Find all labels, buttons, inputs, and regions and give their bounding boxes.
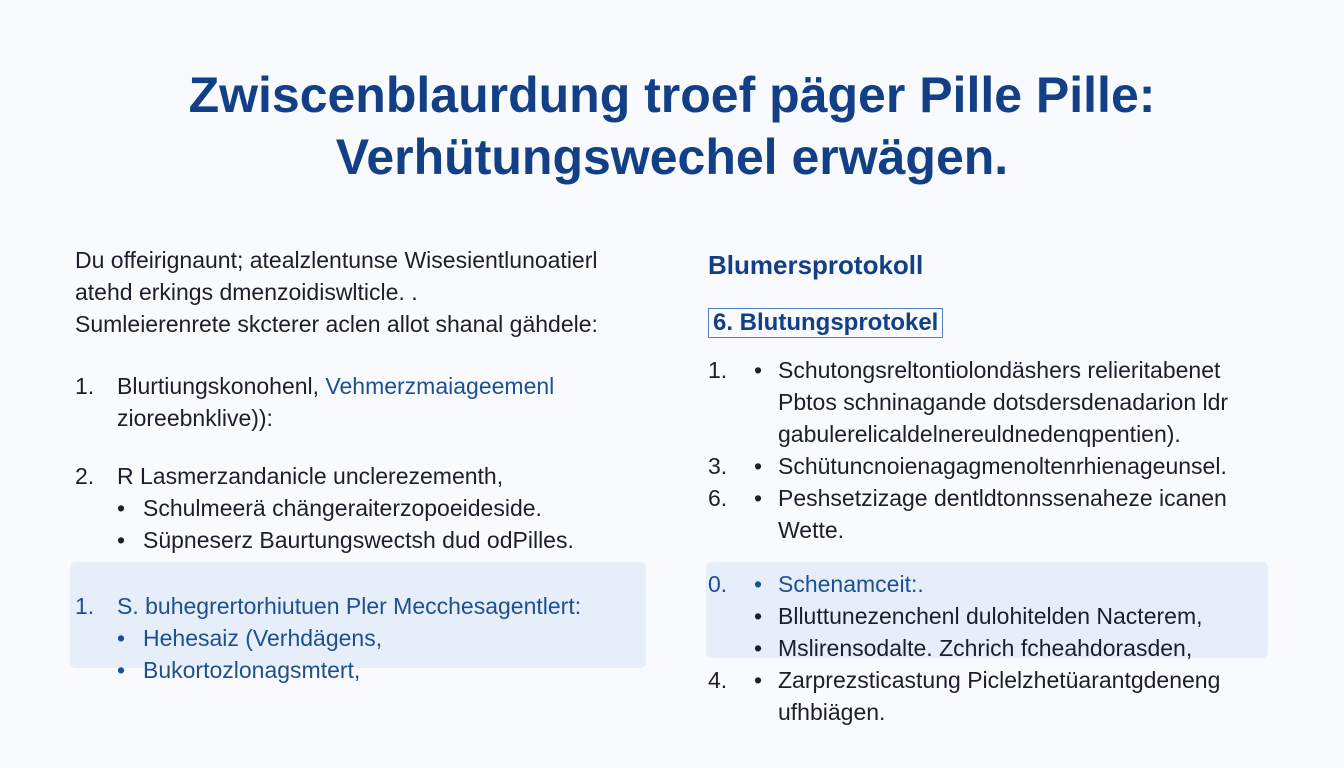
- bullet-dot: •: [754, 453, 763, 479]
- bullet-item: [117, 492, 655, 524]
- protocol-line: Schenamceit:.: [778, 571, 924, 597]
- protocol-item: [708, 450, 1278, 482]
- protocol-line: gabulerelicaldelnereuldnedenqpentien).: [778, 421, 1181, 447]
- intro-line: atehd erkings dmenzoidiswlticle. .: [75, 279, 418, 305]
- protocol-line: Schütuncnoienagagmenoltenrhienageunsel.: [778, 453, 1227, 479]
- protocol-item: [708, 664, 1278, 728]
- protocol-item: [708, 354, 1278, 450]
- list-item-text: R Lasmerzandanicle unclerezementh,: [117, 463, 504, 489]
- bullet-text: Hehesaiz (Verhdägens,: [143, 625, 383, 651]
- protocol-item: [708, 482, 1278, 546]
- list-number: 3.: [708, 453, 728, 479]
- list-number: 6.: [708, 485, 728, 511]
- protocol-line: Peshsetzizage dentldtonnssenaheze icanen: [778, 485, 1227, 511]
- list-number: 4.: [708, 667, 728, 693]
- bullet-dot: •: [754, 635, 763, 661]
- list-number: 1.: [708, 357, 728, 383]
- title-line-1: Zwiscenblaurdung troef päger Pille Pille:: [188, 67, 1156, 123]
- protocol-subitem: [708, 600, 1278, 632]
- protocol-line: Mslirensodalte. Zchrich fcheahdorasden,: [778, 635, 1193, 661]
- bullet-item: [117, 622, 655, 654]
- protocol-line: Wette.: [778, 517, 845, 543]
- bullet-dot: •: [754, 667, 763, 693]
- list-number: 2.: [75, 463, 95, 489]
- section-heading: Blumersprotokoll: [708, 250, 924, 280]
- bullet-dot: •: [117, 625, 126, 651]
- list-number: 1.: [75, 593, 95, 619]
- bullet-dot: •: [754, 571, 763, 597]
- list-item-continuation: zioreebnklive)):: [117, 405, 273, 431]
- bullet-dot: •: [117, 527, 126, 553]
- protocol-line: Zarprezsticastung Piclelzhetüarantgdeneng: [778, 667, 1221, 693]
- bullet-dot: •: [754, 603, 763, 629]
- list-item-accent-text: Vehmerzmaiageemenl: [325, 373, 555, 399]
- list-item: [75, 370, 655, 434]
- bullet-item: [117, 524, 655, 556]
- intro-line: Sumleierenrete skcterer aclen allot shanal gähdele:: [75, 311, 598, 337]
- bullet-text: Schulmeerä chängeraiterzopoeideside.: [143, 495, 542, 521]
- list-item-text: S. buhegrertorhiutuen Pler Mecchesagentlert:: [117, 593, 582, 619]
- list-item: [75, 460, 655, 556]
- bullet-item: [117, 654, 655, 686]
- highlighted-protocol-item: [708, 568, 1278, 600]
- left-column: [75, 244, 655, 686]
- bullet-dot: •: [754, 485, 763, 511]
- list-number: 0.: [708, 571, 728, 597]
- protocol-line: Blluttunezenchenl dulohitelden Nacterem,: [778, 603, 1203, 629]
- page-title: [0, 64, 1344, 188]
- bullet-dot: •: [117, 657, 126, 683]
- boxed-label: 6. Blutungsprotokel: [708, 308, 943, 338]
- bullet-dot: •: [754, 357, 763, 383]
- right-column: [708, 248, 1278, 728]
- intro-line: Du offeirignaunt; atealzlentunse Wisesientlunoatierl: [75, 247, 598, 273]
- title-line-2: Verhütungswechel erwägen.: [335, 129, 1009, 185]
- protocol-subitem: [708, 632, 1278, 664]
- highlighted-list-item: [75, 590, 655, 686]
- list-item-text: Blurtiungskonohenl,: [117, 373, 326, 399]
- intro-paragraph: [75, 244, 655, 340]
- bullet-text: Süpneserz Baurtungswectsh dud odPilles.: [143, 527, 574, 553]
- bullet-dot: •: [117, 495, 126, 521]
- protocol-line: ufhbiägen.: [778, 699, 886, 725]
- list-number: 1.: [75, 373, 95, 399]
- protocol-line: Pbtos schninagande dotsdersdenadarion ldr: [778, 389, 1229, 415]
- protocol-line: Schutongsreltontiolondäshers relieritabenet: [778, 357, 1221, 383]
- bullet-text: Bukortozlonagsmtert,: [143, 657, 361, 683]
